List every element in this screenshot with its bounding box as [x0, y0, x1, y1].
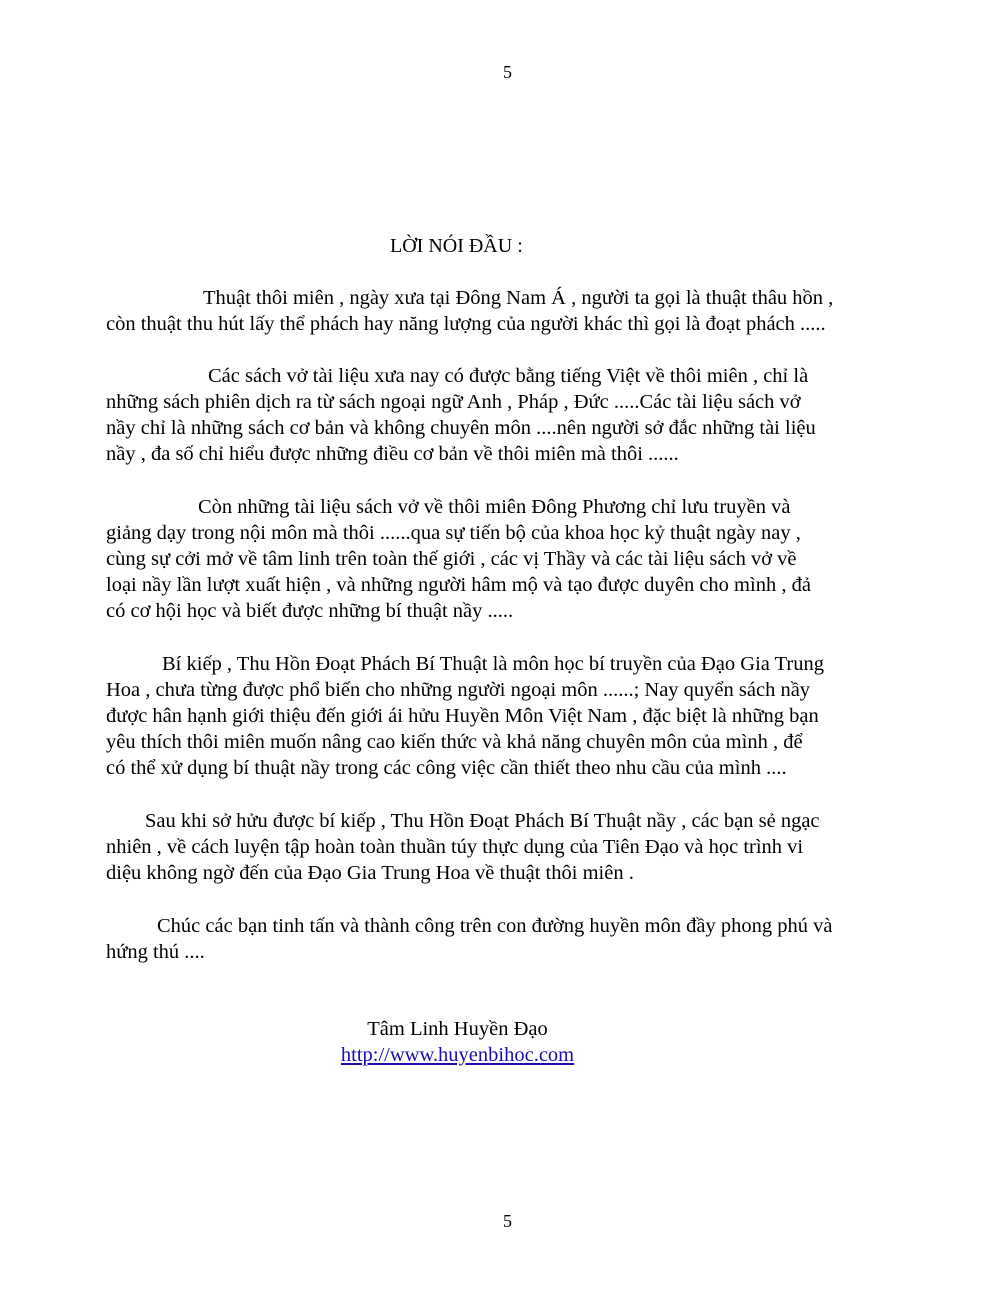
paragraph-line: nhiên , về cách luyện tập hoàn toàn thuần túy thực dụng của Tiên Đạo và học trình vi	[106, 836, 804, 858]
page-number-top: 5	[503, 62, 512, 82]
paragraph-line: Bí kiếp , Thu Hồn Đoạt Phách Bí Thuật là môn học bí truyền của Đạo Gia Trung	[162, 653, 824, 675]
paragraph-line: Thuật thôi miên , ngày xưa tại Đông Nam Á , người ta gọi là thuật thâu hồn ,	[203, 287, 834, 309]
paragraph-line: yêu thích thôi miên muốn nâng cao kiến thức và khả năng chuyên môn của mình , để	[106, 731, 803, 753]
paragraph-line: có thể xử dụng bí thuật nầy trong các công việc cần thiết theo nhu cầu của mình ....	[106, 757, 787, 779]
paragraph-line: hứng thú ....	[106, 941, 205, 963]
paragraph-line: những sách phiên dịch ra từ sách ngoại ngữ Anh , Pháp , Đức .....Các tài liệu sách vở	[106, 391, 801, 413]
paragraph-line: được hân hạnh giới thiệu đến giới ái hửu Huyền Môn Việt Nam , đặc biệt là những bạn	[106, 705, 819, 727]
paragraph-line: Chúc các bạn tinh tấn và thành công trên con đường huyền môn đầy phong phú và	[157, 915, 833, 937]
author-signature: Tâm Linh Huyền Đạo	[367, 1018, 548, 1040]
paragraph-line: nầy , đa số chỉ hiểu được những điều cơ bản về thôi miên mà thôi ......	[106, 443, 679, 465]
paragraph-line: cùng sự cởi mở về tâm linh trên toàn thế giới , các vị Thầy và các tài liệu sách vở về	[106, 548, 797, 570]
paragraph-line: Sau khi sở hửu được bí kiếp , Thu Hồn Đoạt Phách Bí Thuật nầy , các bạn sẻ ngạc	[145, 810, 820, 832]
paragraph-line: Các sách vở tài liệu xưa nay có được bằng tiếng Việt về thôi miên , chỉ là	[208, 365, 809, 387]
paragraph-line: còn thuật thu hút lấy thể phách hay năng lượng của người khác thì gọi là đoạt phách .....	[106, 313, 826, 335]
paragraph-line: Hoa , chưa từng được phổ biến cho những người ngoại môn ......; Nay quyển sách nầy	[106, 679, 811, 701]
page-title: LỜI NÓI ĐẦU :	[390, 235, 523, 257]
paragraph-line: Còn những tài liệu sách vở về thôi miên Đông Phương chỉ lưu truyền và	[198, 496, 791, 518]
paragraph-line: nầy chỉ là những sách cơ bản và không chuyên môn ....nên người sở đắc những tài liệu	[106, 417, 816, 439]
paragraph-line: có cơ hội học và biết được những bí thuật nầy .....	[106, 600, 514, 622]
paragraph-line: loại nầy lần lượt xuất hiện , và những người hâm mộ và tạo được duyên cho mình , đả	[106, 574, 811, 596]
page-number-bottom: 5	[503, 1211, 512, 1231]
website-link[interactable]: http://www.huyenbihoc.com	[340, 1044, 575, 1066]
paragraph-line: giảng dạy trong nội môn mà thôi ......qua sự tiến bộ của khoa học kỷ thuật ngày nay ,	[106, 522, 801, 544]
paragraph-line: diệu không ngờ đến của Đạo Gia Trung Hoa về thuật thôi miên .	[106, 862, 634, 884]
